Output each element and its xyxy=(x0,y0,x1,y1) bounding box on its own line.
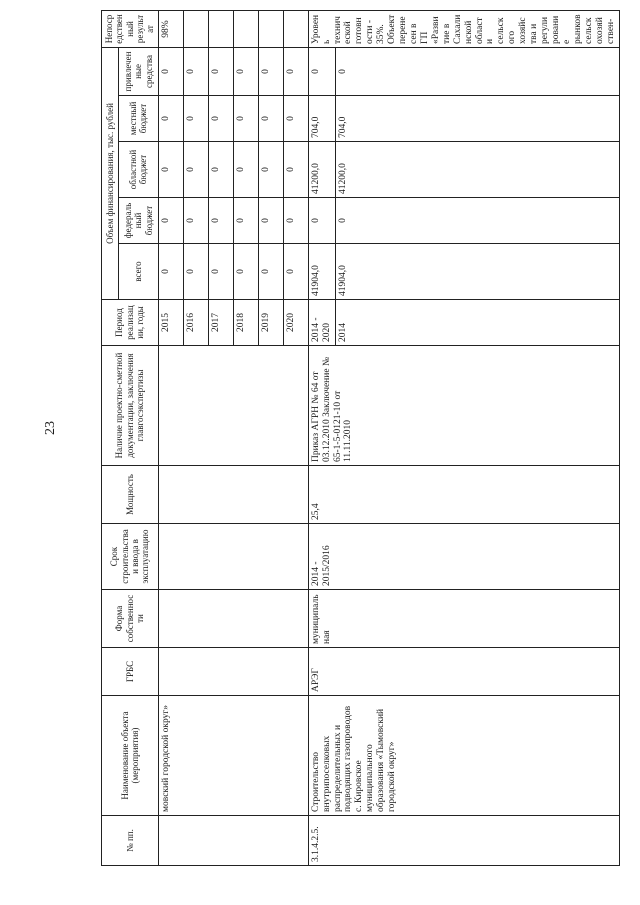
cell-ownership xyxy=(158,590,308,648)
cell-other: 0 xyxy=(158,47,183,95)
header-terms: Срок строительства и ввода в эксплуатацию xyxy=(102,524,159,590)
cell-federal: 0 xyxy=(308,198,335,244)
cell-regional: 0 xyxy=(283,142,308,198)
cell-capacity xyxy=(158,466,308,524)
cell-terms xyxy=(158,524,308,590)
cell-year: 2017 xyxy=(208,300,233,346)
cell-regional: 0 xyxy=(258,142,283,198)
cell-federal: 0 xyxy=(208,198,233,244)
cell-year: 2014 - 2020 xyxy=(308,300,335,346)
cell-local: 0 xyxy=(183,96,208,142)
cell-federal: 0 xyxy=(258,198,283,244)
header-local: местный бюджет xyxy=(118,96,158,142)
cell-local: 0 xyxy=(233,96,258,142)
cell-grbs xyxy=(158,648,308,696)
cell-capacity: 25,4 xyxy=(308,466,619,524)
header-num: № пп. xyxy=(102,816,159,866)
table-row xyxy=(308,10,335,865)
cell-other: 0 xyxy=(258,47,283,95)
header-ownership: Форма собственности xyxy=(102,590,159,648)
header-period: Период реализации, годы xyxy=(102,300,159,346)
cell-local: 0 xyxy=(208,96,233,142)
cell-total: 0 xyxy=(258,244,283,300)
page-number: 23 xyxy=(43,421,58,435)
cell-local: 704,0 xyxy=(335,96,619,142)
cell-year: 2014 xyxy=(335,300,619,346)
cell-federal: 0 xyxy=(335,198,619,244)
cell-total: 0 xyxy=(233,244,258,300)
cell-regional: 0 xyxy=(233,142,258,198)
cell-grbs: АРЭГ xyxy=(308,648,619,696)
header-financing: Объем финансирования, тыс. рублей xyxy=(102,47,119,299)
cell-total: 41904,0 xyxy=(308,244,335,300)
header-grbs: ГРБС xyxy=(102,648,159,696)
cell-result xyxy=(258,10,283,47)
table-row xyxy=(158,10,183,865)
cell-local: 0 xyxy=(283,96,308,142)
cell-design-doc: Приказ АГРН № 64 от 03.12.2010 Заключение № 65-1-5-0121-10 от 11.11.2010 xyxy=(308,346,619,466)
rotated-table-wrapper xyxy=(101,11,614,866)
cell-year: 2016 xyxy=(183,300,208,346)
cell-federal: 0 xyxy=(158,198,183,244)
cell-total: 41904,0 xyxy=(335,244,619,300)
cell-other: 0 xyxy=(335,47,619,95)
cell-federal: 0 xyxy=(283,198,308,244)
cell-regional: 41200,0 xyxy=(335,142,619,198)
cell-total: 0 xyxy=(158,244,183,300)
cell-other: 0 xyxy=(308,47,335,95)
cell-total: 0 xyxy=(208,244,233,300)
cell-total: 0 xyxy=(283,244,308,300)
cell-name: Строительство внутрипоселковых распределительных и подводящих газопроводов с. Кировское муниципального образования «Тымовский городской округ» xyxy=(308,696,619,816)
header-capacity: Мощность xyxy=(102,466,159,524)
cell-federal: 0 xyxy=(183,198,208,244)
header-total: всего xyxy=(118,244,158,300)
header-design-doc: Наличие проектно-сметной документации, заключения главгосэкспертизы xyxy=(102,346,159,466)
cell-other: 0 xyxy=(183,47,208,95)
cell-other: 0 xyxy=(283,47,308,95)
cell-other: 0 xyxy=(233,47,258,95)
cell-local: 0 xyxy=(258,96,283,142)
cell-result xyxy=(233,10,258,47)
cell-year: 2019 xyxy=(258,300,283,346)
cell-result: Уровень технической готовности - 35%. Объект перенесен в ГП «Развитие в Сахалинской области сельского хозяйства и регулирование рынков сельскохозяйствен- xyxy=(308,10,619,47)
cell-regional: 0 xyxy=(158,142,183,198)
header-name: Наименование объекта (мероприятия) xyxy=(102,696,159,816)
header-federal: федеральный бюджет xyxy=(118,198,158,244)
cell-result xyxy=(208,10,233,47)
cell-regional: 0 xyxy=(208,142,233,198)
cell-result xyxy=(283,10,308,47)
cell-year: 2015 xyxy=(158,300,183,346)
cell-name: мовский городской округ» xyxy=(158,696,308,816)
financing-table xyxy=(101,10,620,866)
header-regional: областной бюджет xyxy=(118,142,158,198)
cell-result: 98% xyxy=(158,10,183,47)
cell-regional: 41200,0 xyxy=(308,142,335,198)
cell-local: 0 xyxy=(158,96,183,142)
cell-result xyxy=(183,10,208,47)
header-result: Непосредственный результат xyxy=(102,10,159,47)
cell-total: 0 xyxy=(183,244,208,300)
cell-design-doc xyxy=(158,346,308,466)
cell-ownership: муниципальная xyxy=(308,590,619,648)
cell-federal: 0 xyxy=(233,198,258,244)
cell-local: 704,0 xyxy=(308,96,335,142)
cell-num xyxy=(158,816,308,866)
cell-year: 2020 xyxy=(283,300,308,346)
header-other: привлеченные средства xyxy=(118,47,158,95)
cell-year: 2018 xyxy=(233,300,258,346)
cell-other: 0 xyxy=(208,47,233,95)
cell-terms: 2014 - 2015/2016 xyxy=(308,524,619,590)
cell-regional: 0 xyxy=(183,142,208,198)
cell-num: 3.1.4.2.5. xyxy=(308,816,619,866)
